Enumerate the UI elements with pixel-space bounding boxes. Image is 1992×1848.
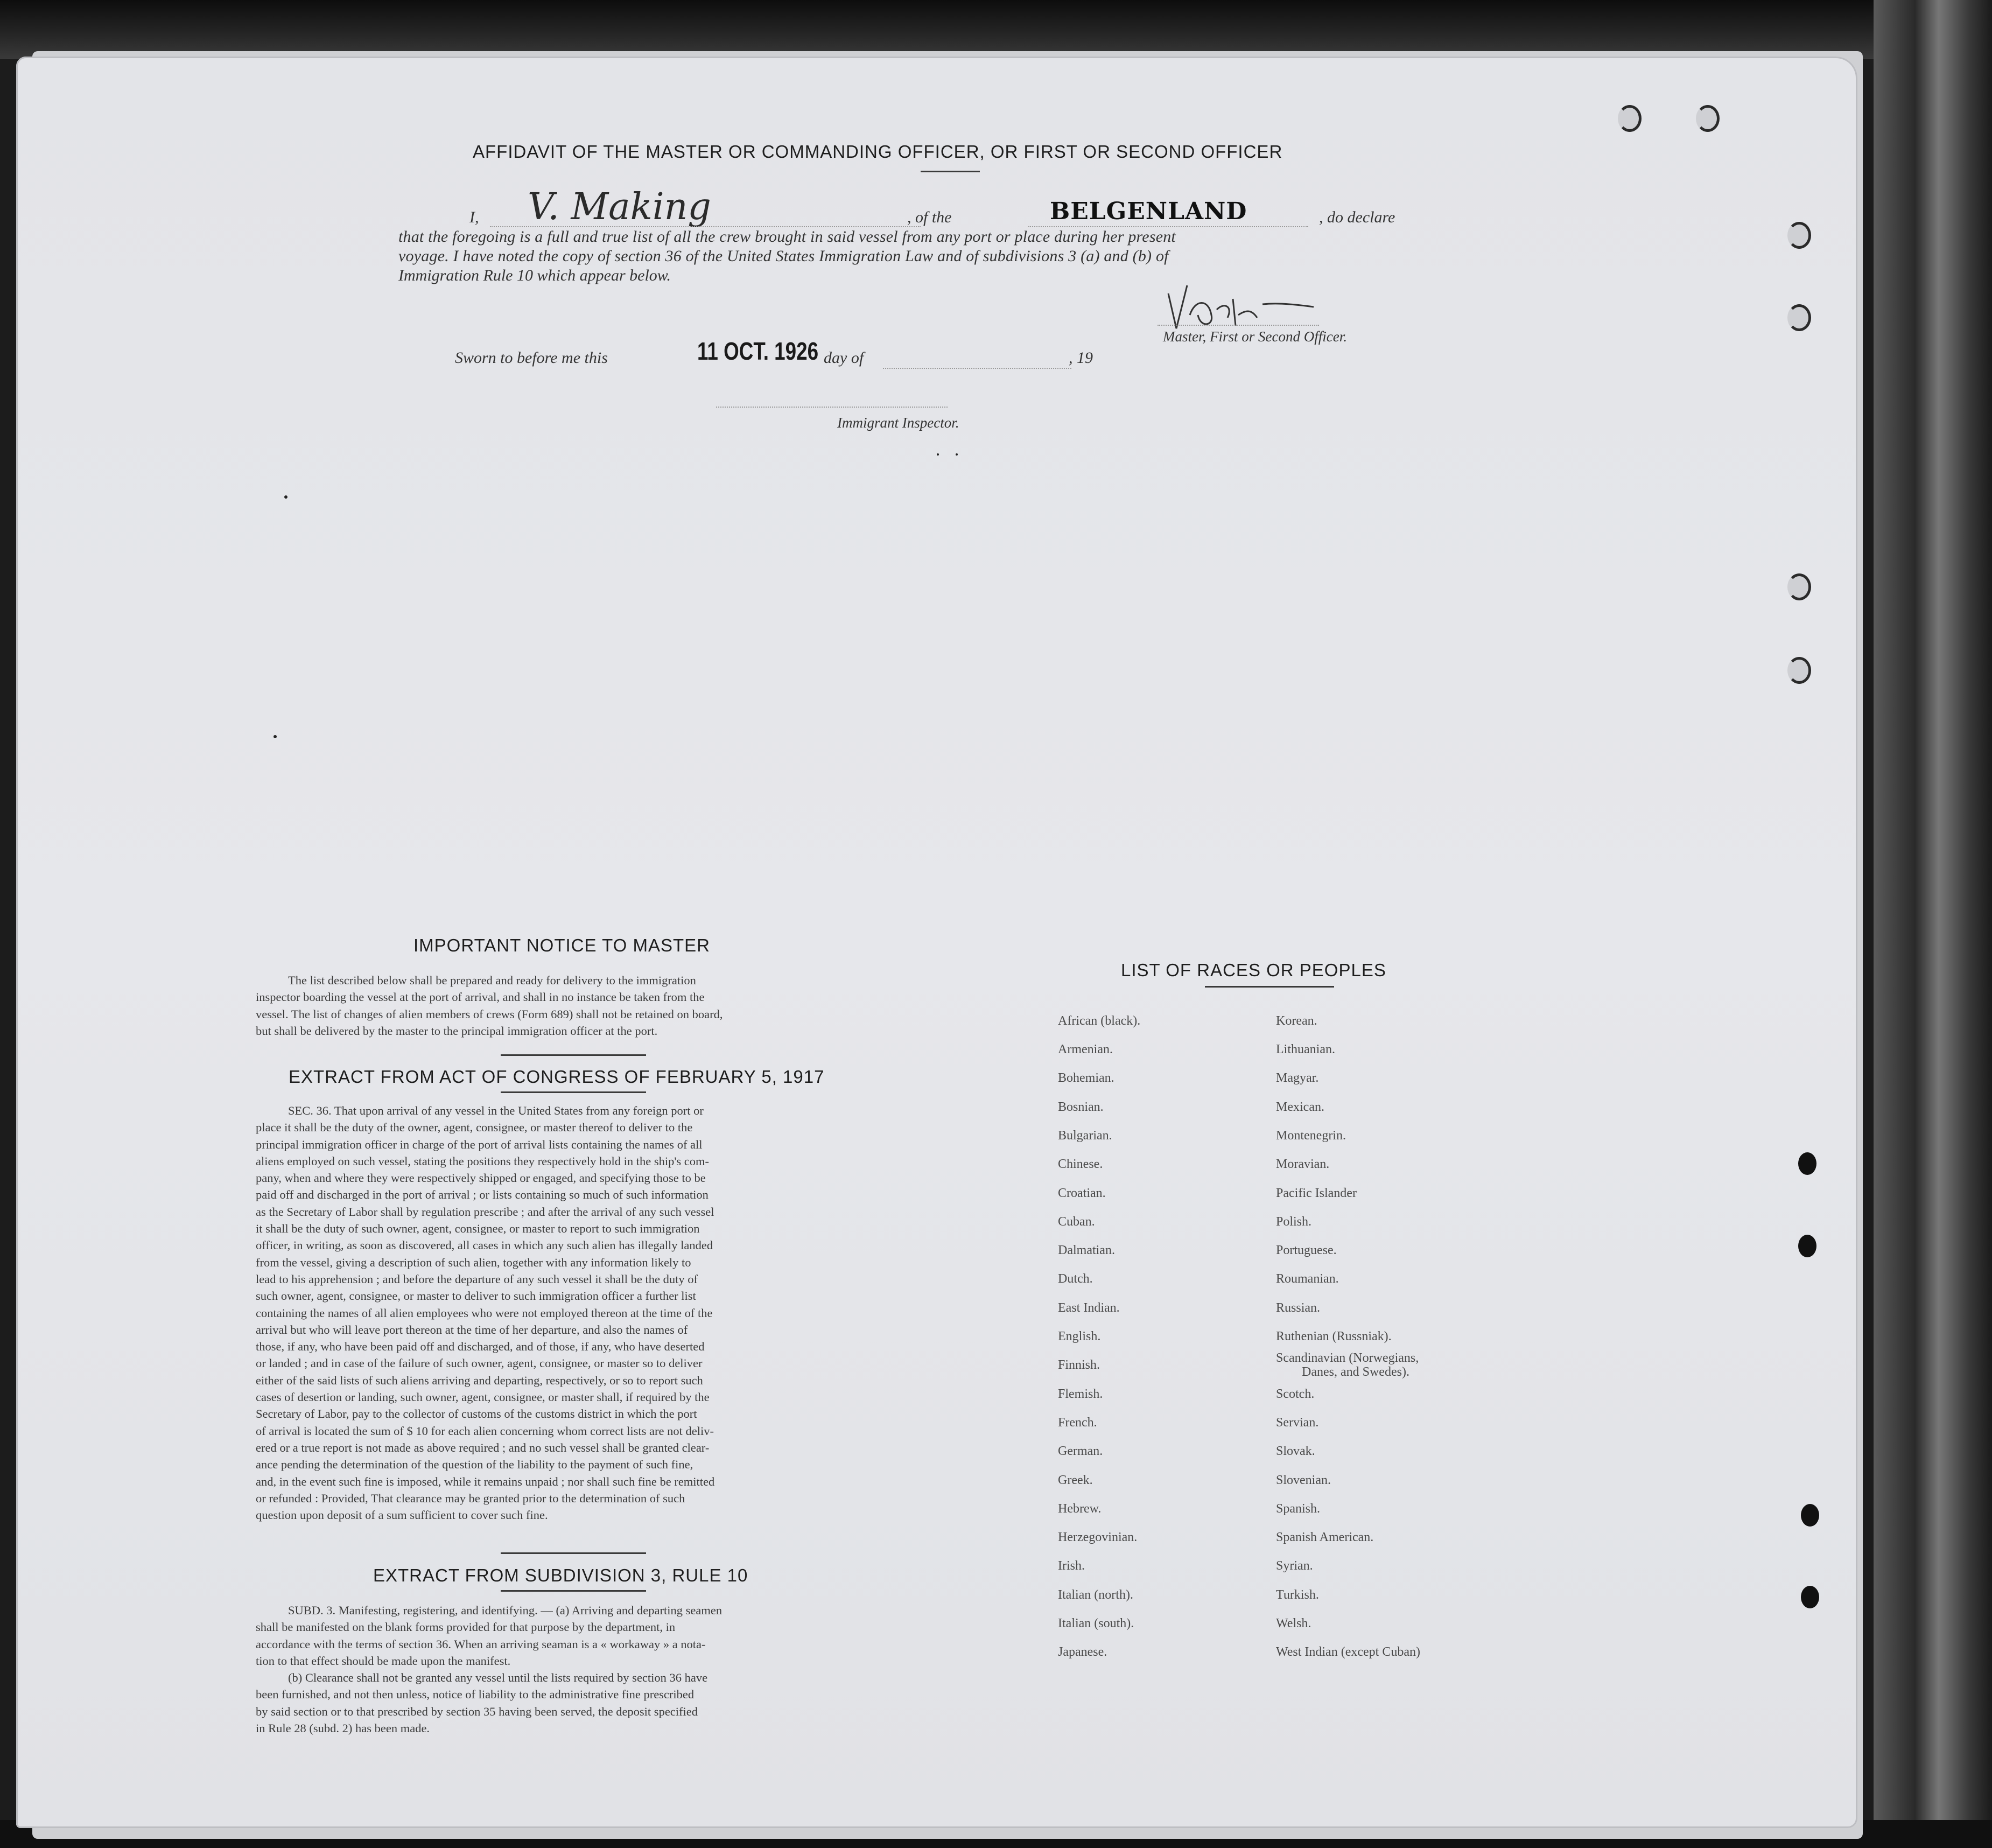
title-rule bbox=[921, 171, 980, 172]
notice-line: but shall be delivered by the master to the principal immigration officer at the port. bbox=[256, 1024, 658, 1038]
race-item: Italian (south). bbox=[1058, 1616, 1134, 1630]
notice-line: vessel. The list of changes of alien members of crews (Form 689) shall not be retained on board, bbox=[256, 1007, 723, 1021]
race-item: Ruthenian (Russniak). bbox=[1276, 1329, 1392, 1343]
binder-hole bbox=[1696, 105, 1720, 132]
race-item: Roumanian. bbox=[1276, 1272, 1339, 1286]
rule-line: by said section or to that prescribed by section 35 having been served, the deposit specified bbox=[256, 1704, 698, 1718]
do-declare-label: , do declare bbox=[1319, 208, 1395, 226]
act-line: containing the names of all alien employees who were not employed thereon at the time of the bbox=[256, 1306, 713, 1320]
race-item: Hebrew. bbox=[1058, 1502, 1102, 1516]
i-label: I, bbox=[469, 208, 479, 226]
race-item: English. bbox=[1058, 1329, 1101, 1343]
ink-speck bbox=[284, 495, 287, 499]
race-item: Servian. bbox=[1276, 1416, 1319, 1430]
act-line: pany, when and where they were respectively shipped or engaged, and specifying those to be bbox=[256, 1171, 706, 1185]
affidavit-title: AFFIDAVIT OF THE MASTER OR COMMANDING OFFICER, OR FIRST OR SECOND OFFICER bbox=[473, 142, 1283, 162]
binder-hole bbox=[1787, 304, 1811, 331]
rule-line: shall be manifested on the blank forms provided for that purpose by the department, in bbox=[256, 1620, 676, 1634]
notice-line: The list described below shall be prepared and ready for delivery to the immigration bbox=[288, 974, 696, 987]
rule-title-rule bbox=[501, 1590, 646, 1592]
year-label: , 19 bbox=[1069, 349, 1093, 367]
act-line: and, in the event such fine is imposed, while it remains unpaid ; nor shall such fine be remitted bbox=[256, 1474, 715, 1488]
act-end-rule bbox=[501, 1552, 646, 1554]
vessel-dotted-line bbox=[1028, 226, 1308, 227]
rule-text bbox=[256, 1602, 891, 1737]
race-item: Portuguese. bbox=[1276, 1243, 1337, 1257]
act-line: place it shall be the duty of the owner, agent, consignee, or master thereof to deliver to the bbox=[256, 1121, 693, 1135]
rule-line: been furnished, and not then unless, notice of liability to the administrative fine prescribed bbox=[256, 1688, 695, 1702]
binder-hole bbox=[1787, 222, 1811, 249]
race-item: Spanish. bbox=[1276, 1502, 1321, 1516]
race-item: Scandinavian (Norwegians, bbox=[1276, 1351, 1419, 1365]
act-text bbox=[256, 1102, 891, 1523]
rule-line: accordance with the terms of section 36. When an arriving seaman is a « workaway » a nota- bbox=[256, 1637, 706, 1651]
binder-hole bbox=[1801, 1586, 1819, 1608]
act-line: either of the said lists of such aliens arriving and departing, respectively, or so to report such bbox=[256, 1373, 703, 1387]
act-line: or landed ; and in case of the failure of such owner, agent, consignee, or master so to deliver bbox=[256, 1356, 703, 1370]
scan-background-right bbox=[1874, 0, 1992, 1848]
ink-speck bbox=[937, 453, 939, 456]
scan-background-top bbox=[0, 0, 1992, 59]
notice-line: inspector boarding the vessel at the port of arrival, and shall in no instance be taken from the bbox=[256, 990, 705, 1004]
race-item: Slovak. bbox=[1276, 1444, 1315, 1458]
act-line: arrival but who will leave port thereon at the time of her departure, and also the names of bbox=[256, 1322, 688, 1336]
race-item: Greek. bbox=[1058, 1473, 1093, 1487]
inspector-dotted-line bbox=[716, 407, 948, 408]
race-item: Herzegovinian. bbox=[1058, 1530, 1138, 1544]
notice-title: IMPORTANT NOTICE TO MASTER bbox=[413, 935, 711, 955]
race-item: Turkish. bbox=[1276, 1588, 1319, 1602]
race-item: Flemish. bbox=[1058, 1387, 1103, 1401]
race-item: East Indian. bbox=[1058, 1301, 1120, 1315]
month-dotted-line bbox=[883, 368, 1071, 369]
race-item: Korean. bbox=[1276, 1014, 1317, 1028]
race-item: West Indian (except Cuban) bbox=[1276, 1645, 1420, 1659]
ink-speck bbox=[273, 735, 277, 738]
race-item: Spanish American. bbox=[1276, 1530, 1374, 1544]
race-item: Dalmatian. bbox=[1058, 1243, 1115, 1257]
races-rule bbox=[1205, 986, 1334, 988]
rule-line: SUBD. 3. Manifesting, registering, and identifying. — (a) Arriving and departing seamen bbox=[288, 1604, 723, 1617]
race-item: Welsh. bbox=[1276, 1616, 1311, 1630]
act-line: question upon deposit of a sum sufficient to cover such fine. bbox=[256, 1508, 548, 1522]
rule-line: (b) Clearance shall not be granted any vessel until the lists required by section 36 have bbox=[288, 1671, 708, 1685]
rule-line: tion to that effect should be made upon the manifest. bbox=[256, 1654, 511, 1668]
race-item: Irish. bbox=[1058, 1559, 1085, 1573]
signature-dotted-line bbox=[1158, 325, 1319, 326]
race-item: German. bbox=[1058, 1444, 1103, 1458]
act-line: those, if any, who have been paid off and discharged, and of those, if any, who have deserted bbox=[256, 1340, 705, 1354]
act-line: paid off and discharged in the port of arrival ; or lists containing so much of such information bbox=[256, 1188, 709, 1202]
race-item: Italian (north). bbox=[1058, 1588, 1133, 1602]
notice-rule bbox=[501, 1054, 646, 1056]
officer-signature bbox=[1158, 277, 1330, 337]
notice-text bbox=[256, 972, 891, 1039]
document-page bbox=[16, 57, 1857, 1828]
race-item: Scotch. bbox=[1276, 1387, 1315, 1401]
race-item: Finnish. bbox=[1058, 1358, 1100, 1372]
name-dotted-line bbox=[490, 226, 921, 227]
act-line: from the vessel, giving a description of such alien, together with any information likely to bbox=[256, 1255, 691, 1269]
of-the-label: , of the bbox=[907, 208, 952, 226]
race-item: Polish. bbox=[1276, 1215, 1312, 1229]
race-item: Mexican. bbox=[1276, 1100, 1324, 1114]
act-line: Secretary of Labor, pay to the collector of customs of the customs district in which the port bbox=[256, 1407, 697, 1421]
signature-label: Master, First or Second Officer. bbox=[1163, 328, 1347, 345]
binder-hole bbox=[1787, 573, 1811, 600]
officer-name-handwritten: V. Making bbox=[528, 186, 711, 228]
ink-speck bbox=[956, 453, 958, 456]
act-line: as the Secretary of Labor shall by regulation prescribe ; and after the arrival of any such vessel bbox=[256, 1205, 714, 1219]
date-stamp: 11 OCT. 1926 bbox=[697, 337, 819, 365]
day-of-label: day of bbox=[824, 349, 864, 367]
binder-hole bbox=[1787, 657, 1811, 684]
race-item-continuation: Danes, and Swedes). bbox=[1302, 1365, 1409, 1379]
vessel-name-stamp: BELGENLAND bbox=[1050, 198, 1247, 225]
race-item: Dutch. bbox=[1058, 1272, 1093, 1286]
race-item: Lithuanian. bbox=[1276, 1042, 1335, 1056]
race-item: Moravian. bbox=[1276, 1157, 1330, 1171]
race-item: Pacific Islander bbox=[1276, 1186, 1357, 1200]
race-item: African (black). bbox=[1058, 1014, 1141, 1028]
race-item: Syrian. bbox=[1276, 1559, 1313, 1573]
act-line: aliens employed on such vessel, stating the positions they respectively hold in the ship's com- bbox=[256, 1154, 710, 1168]
act-line: officer, in writing, as soon as discovered, all cases in which any such alien has illegally landed bbox=[256, 1238, 713, 1252]
race-item: Slovenian. bbox=[1276, 1473, 1331, 1487]
race-item: Bulgarian. bbox=[1058, 1129, 1112, 1143]
binder-hole bbox=[1798, 1152, 1816, 1175]
act-line: lead to his apprehension ; and before the departure of any such vessel it shall be the duty of bbox=[256, 1272, 698, 1286]
race-item: Chinese. bbox=[1058, 1157, 1103, 1171]
act-line: SEC. 36. That upon arrival of any vessel in the United States from any foreign port or bbox=[288, 1104, 704, 1117]
binder-hole bbox=[1801, 1504, 1819, 1527]
act-line: cases of desertion or landing, such owner, agent, consignee, or master shall, if required by the bbox=[256, 1390, 710, 1404]
inspector-label: Immigrant Inspector. bbox=[837, 415, 959, 431]
act-title: EXTRACT FROM ACT OF CONGRESS OF FEBRUARY 5, 1917 bbox=[289, 1067, 825, 1087]
race-item: Magyar. bbox=[1276, 1071, 1319, 1085]
act-line: ered or a true report is not made as above required ; and no such vessel shall be granted clear- bbox=[256, 1440, 710, 1454]
rule-title: EXTRACT FROM SUBDIVISION 3, RULE 10 bbox=[373, 1565, 748, 1585]
race-item: Croatian. bbox=[1058, 1186, 1106, 1200]
race-item: Cuban. bbox=[1058, 1215, 1095, 1229]
race-item: Japanese. bbox=[1058, 1645, 1107, 1659]
races-title: LIST OF RACES OR PEOPLES bbox=[1121, 960, 1386, 980]
act-line: such owner, agent, consignee, or master to deliver to such immigration officer a further list bbox=[256, 1289, 696, 1303]
race-item: Russian. bbox=[1276, 1301, 1321, 1315]
act-line: or refunded : Provided, That clearance may be granted prior to the determination of such bbox=[256, 1491, 685, 1505]
sworn-label: Sworn to before me this bbox=[455, 349, 608, 367]
declaration-line-1: that the foregoing is a full and true list of all the crew brought in said vessel from any port or place during her present bbox=[398, 228, 1176, 246]
rule-line: in Rule 28 (subd. 2) has been made. bbox=[256, 1721, 430, 1735]
race-item: Montenegrin. bbox=[1276, 1129, 1346, 1143]
declaration-line-3: Immigration Rule 10 which appear below. bbox=[398, 267, 671, 284]
act-line: ance pending the determination of the question of the liability to the payment of such fine, bbox=[256, 1458, 693, 1472]
act-line: principal immigration officer in charge of the port of arrival lists containing the names of all bbox=[256, 1137, 703, 1151]
act-line: it shall be the duty of such owner, agent, consignee, or master to report to such immigration bbox=[256, 1222, 700, 1236]
race-item: Bohemian. bbox=[1058, 1071, 1114, 1085]
binder-hole bbox=[1618, 105, 1642, 132]
race-item: Bosnian. bbox=[1058, 1100, 1104, 1114]
act-line: of arrival is located the sum of $ 10 for each alien concerning whom correct lists are not deliv- bbox=[256, 1424, 714, 1438]
declaration-line-2: voyage. I have noted the copy of section 36 of the United States Immigration Law and of subdivisions 3 (a) and (b) of bbox=[398, 247, 1169, 265]
binder-hole bbox=[1798, 1235, 1816, 1257]
race-item: French. bbox=[1058, 1416, 1097, 1430]
race-item: Armenian. bbox=[1058, 1042, 1113, 1056]
act-rule bbox=[501, 1091, 646, 1093]
